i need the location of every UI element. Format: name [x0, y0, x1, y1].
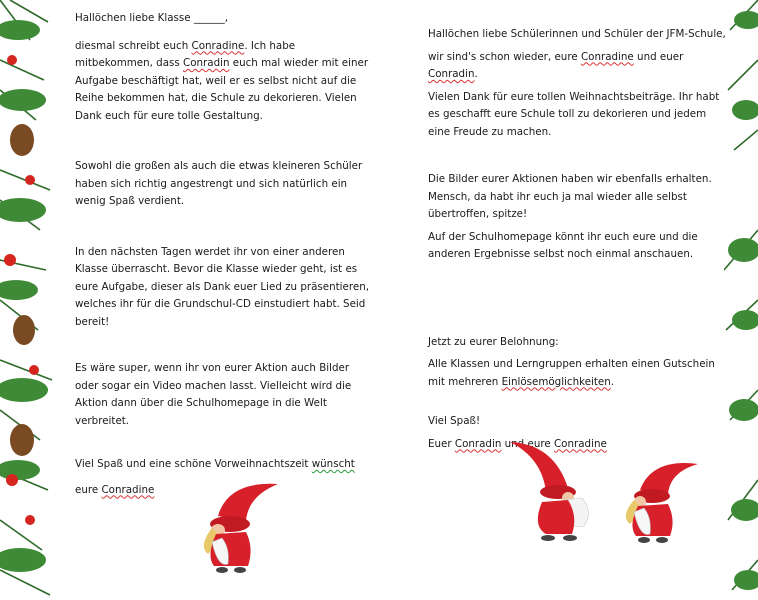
name-conradin: Conradin — [183, 57, 230, 69]
left-greeting: Hallöchen liebe Klasse ______, — [75, 12, 229, 24]
left-paragraph-3: In den nächsten Tagen werdet ihr von einer anderen Klasse überrascht. Bevor die Klasse wieder geht, ist es eure Aufgabe, dieser als Dank euer Lied zu präsentieren, welches ihr für die Grundschul-CD einstudiert habt. Seid bereit! — [75, 245, 370, 328]
right-greeting: Hallöchen liebe Schülerinnen und Schüler der JFM-Schule, — [428, 28, 726, 40]
right-paragraph-7: Viel Spaß! — [428, 415, 481, 427]
word-einloesemoeglichkeiten: Einlösemöglichkeiten — [501, 375, 611, 388]
signature-name: Conradine — [101, 483, 155, 496]
right-paragraph-2: Vielen Dank für eure tollen Weihnachtsbeiträge. Ihr habt es geschafft eure Schule toll zu dekorieren und jedem eine Freude zu machen. — [428, 90, 720, 138]
name-conradin: Conradin — [428, 68, 475, 80]
fir-branch-border-right — [724, 0, 758, 600]
right-paragraph-3: Die Bilder eurer Aktionen haben wir ebenfalls erhalten. Mensch, da habt ihr euch ja mal wieder alle selbst übertroffen, spitze! — [428, 173, 712, 220]
letter-left — [75, 10, 375, 499]
right-paragraph-4: Auf der Schulhomepage könnt ihr euch eure und die anderen Ergebnisse selbst noch einmal anschauen. — [428, 230, 698, 260]
gnome-girl-illustration-left — [188, 476, 280, 576]
gnome-girl-illustration-right — [612, 450, 704, 546]
name-conradine: Conradine — [580, 50, 634, 63]
left-closing: Viel Spaß und eine schöne Vorweihnachtszeit wünscht — [75, 458, 355, 470]
left-paragraph-2: Sowohl die großen als auch die etwas kleineren Schüler haben sich richtig angestrengt und sich natürlich ein wenig Spaß verdient. — [75, 160, 363, 207]
name-conradine: Conradine — [191, 39, 245, 52]
closing-word: wünscht — [311, 458, 355, 470]
left-paragraph-1: diesmal schreibt euch Conradine. Ich habe mitbekommen, dass Conradin euch mal wieder mit einer Aufgabe beschäftigt hat, weil er es selbst nicht auf die Reihe bekommen hat, die Schule zu dekorieren. Vielen Dank euch für eure tolle Gestaltung. — [75, 39, 369, 122]
fir-branch-border-left — [0, 0, 62, 600]
right-paragraph-5: Jetzt zu eurer Belohnung: — [428, 335, 559, 348]
letter-right — [428, 26, 728, 453]
signature-name-conradin: Conradin — [454, 437, 502, 450]
signature-name-conradine: Conradine — [553, 437, 607, 450]
right-paragraph-1: wir sind's schon wieder, eure Conradine und euer Conradin. — [428, 50, 684, 80]
left-paragraph-4: Es wäre super, wenn ihr von eurer Aktion auch Bilder oder sogar ein Video machen lasst. Vielleicht wird die Aktion dann über die Schulhomepage in die Welt verbreitet. — [75, 362, 352, 427]
gnome-boy-illustration — [508, 436, 600, 544]
right-paragraph-6: Alle Klassen und Lerngruppen erhalten einen Gutschein mit mehreren Einlösemöglichkeiten. — [428, 358, 715, 388]
right-signature: Euer Conradin und eure Conradine — [428, 437, 607, 450]
left-signature: eure Conradine — [75, 483, 155, 496]
